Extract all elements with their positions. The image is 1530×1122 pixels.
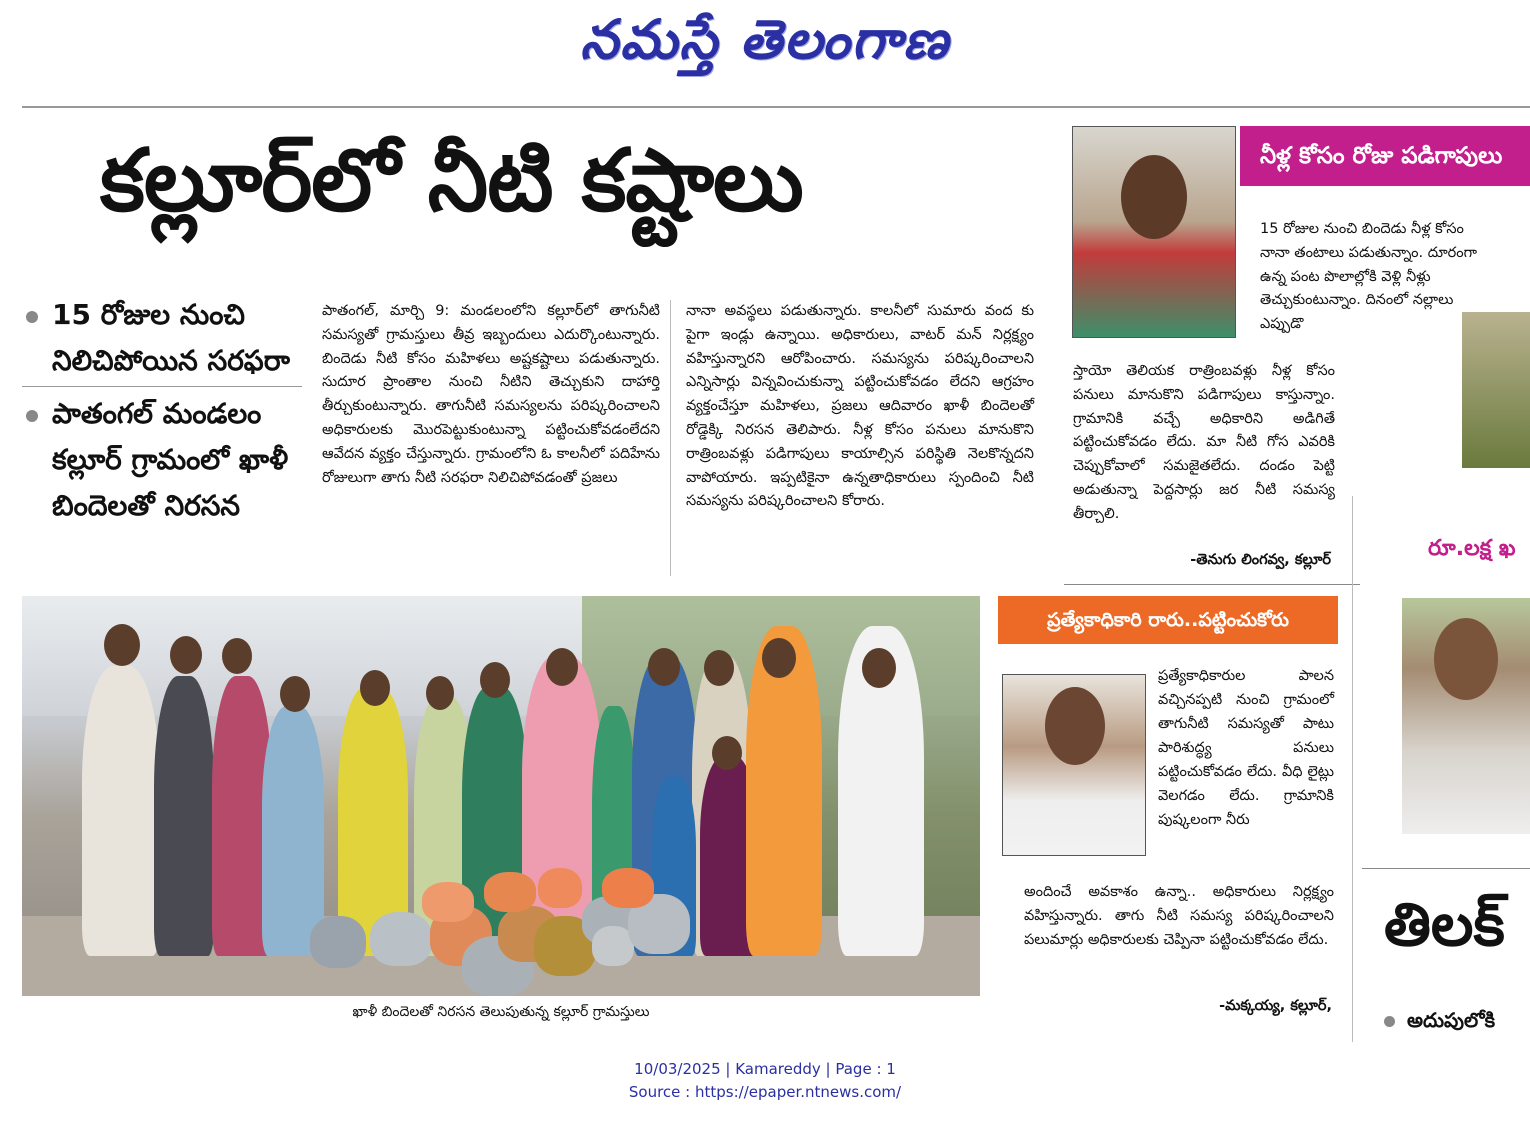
footer-source: Source : https://epaper.ntnews.com/ (628, 1083, 902, 1101)
bullet-item (22, 391, 302, 529)
sidebar-photo (1402, 598, 1530, 834)
bullet-dot-icon (26, 311, 38, 323)
lingavva-photo (1072, 126, 1236, 338)
sidebar-bullet-text: అదుపులోకి (1407, 1008, 1496, 1032)
bullet-text: పాతంగల్ మండలం కల్లూర్ గ్రామంలో ఖాళీ బిందెలతో నిరసన (52, 397, 289, 522)
footer-date-page: 10/03/2025 | Kamareddy | Page : 1 (634, 1060, 896, 1078)
top-divider (22, 106, 1530, 108)
photo-caption: ఖాళీ బిందెలతో నిరసన తెలుపుతున్న కల్లూర్ గ్రామస్తులు (352, 1004, 650, 1020)
box2-signature: -మక్కయ్య, కల్లూర్, (1219, 998, 1332, 1014)
box1-signature: -తెనుగు లింగవ్వ, కల్లూర్ (1190, 552, 1331, 568)
article-column-2: నానా అవస్థలు పడుతున్నారు. కాలనీలో సుమారు వంద కు పైగా ఇండ్లు ఉన్నాయి. అధికారులు, వాటర్ మన్ నిర్లక్ష్యం వహిస్తున్నారని ఆరోపించారు. సమస్యను పరిష్కరించాలని ఎన్నిసార్లు విన్నవించుకున్నా పట్టించుకోవడం లేదని ఆగ్రహం వ్యక్తంచేస్తూ మహిళలు, ప్రజలు ఆదివారం ఖాళీ బిందెలతో రోడ్డెక్కి నిరసన తెలిపారు. నీళ్ల కోసం పనులు మానుకొని రాత్రింబవళ్లు పడిగాపులు కాయాల్సిన పరిస్థితి నెలకొన్నదని వాపోయారు. ఇప్పటికైనా ఉన్నతాధికారులు స్పందించి నీటి సమస్యను పరిష్కరించాలని కోరారు. (686, 303, 1034, 510)
protest-photo (22, 596, 980, 996)
bullet-item (22, 292, 302, 384)
bullet-divider (22, 386, 302, 387)
bullet-dot-icon (1384, 1016, 1395, 1027)
sidebar-rule (1362, 868, 1530, 869)
sidebar-big-headline: తిలక్ (1384, 890, 1505, 960)
box2-text-bottom: అందించే అవకాశం ఉన్నా.. అధికారులు నిర్లక్ష్యం వహిస్తున్నారు. తాగు నీటి సమస్య పరిష్కరించాలని పలుమార్లు అధికారులకు చెప్పినా పట్టించుకోవడం లేదు. (1024, 884, 1334, 948)
box1-text-bottom: స్తాయో తెలియక రాత్రింబవళ్లు నీళ్ల కోసం పనులు మానుకొని పడిగాపులు కాస్తున్నాం. గ్రామానికి వచ్చే అధికారిని అడిగితే పట్టించుకోవడం లేదు. మా నీటి గోస ఎవరికి చెప్పుకోవాలో సమజైతలేదు. దండం పెట్టి అడుతున్నా పెద్దసార్లు జర నీటి సమస్య తీర్చాలి. (1073, 363, 1335, 522)
article-column-1: పాతంగల్, మార్చి 9: మండలంలోని కల్లూర్‌లో తాగునీటి సమస్యతో గ్రామస్తులు తీవ్ర ఇబ్బందులు ఎదుర్కొంటున్నారు. బిందెడు నీటి కోసం మహిళలు అష్టకష్టాలు పడుతున్నారు. సుదూర ప్రాంతాల నుంచి నీటిని తెచ్చుకుని దాహార్తి తీర్చుకుంటున్నారు. తాగునీటి సమస్యలను పరిష్కరించాలని అధికారులకు మొరపెట్టుకుంటున్నా పట్టించుకోవడంలేదని ఆవేదన వ్యక్తం చేస్తున్నారు. గ్రామంలోని ఓ కాలనీలో పదిహేను రోజులుగా తాగు నీటి సరఫరా నిలిచిపోవడంతో ప్రజలు (322, 303, 660, 486)
field-photo (1462, 312, 1530, 468)
sidebar-bullet (1384, 1008, 1495, 1037)
page-footer (0, 1058, 1530, 1104)
highlight-bullets (22, 292, 302, 529)
box1-divider (1064, 584, 1360, 585)
column-divider (670, 300, 671, 576)
sidebar-heading: రూ.లక్ష ఖ (1428, 536, 1516, 561)
sidebar-divider (1352, 496, 1353, 1042)
box1-text-top: 15 రోజుల నుంచి బిందెడు నీళ్ల కోసం నానా తంటాలు పడుతున్నాం. దూరంగా ఉన్న పంట పొలాల్లోకి వెళ్లి నీళ్లు తెచ్చుకుంటున్నాం. దినంలో నల్లాలు ఎప్పుడొ (1260, 221, 1477, 333)
bullet-text: 15 రోజుల నుంచి నిలిచిపోయిన సరఫరా (52, 298, 290, 377)
box2-text-top: ప్రత్యేకాధికారుల పాలన వచ్చినప్పటి నుంచి గ్రామంలో తాగునీటి సమస్యతో పాటు పారిశుద్ధ్య పనులు పట్టించుకోవడం లేదు. వీధి లైట్లు వెలగడం లేదు. గ్రామానికి పుష్కలంగా నీరు (1158, 668, 1334, 828)
box1-heading: నీళ్ల కోసం రోజు పడిగాపులు (1240, 126, 1530, 186)
masthead-logo: నమస్తే తెలంగాణ (580, 8, 950, 71)
page-headline: కల్లూర్‌లో నీటి కష్టాలు (100, 131, 803, 231)
bullet-dot-icon (26, 410, 38, 422)
box2-heading: ప్రత్యేకాధికారి రారు..పట్టించుకోరు (998, 596, 1338, 644)
makkayya-photo (1002, 674, 1146, 856)
